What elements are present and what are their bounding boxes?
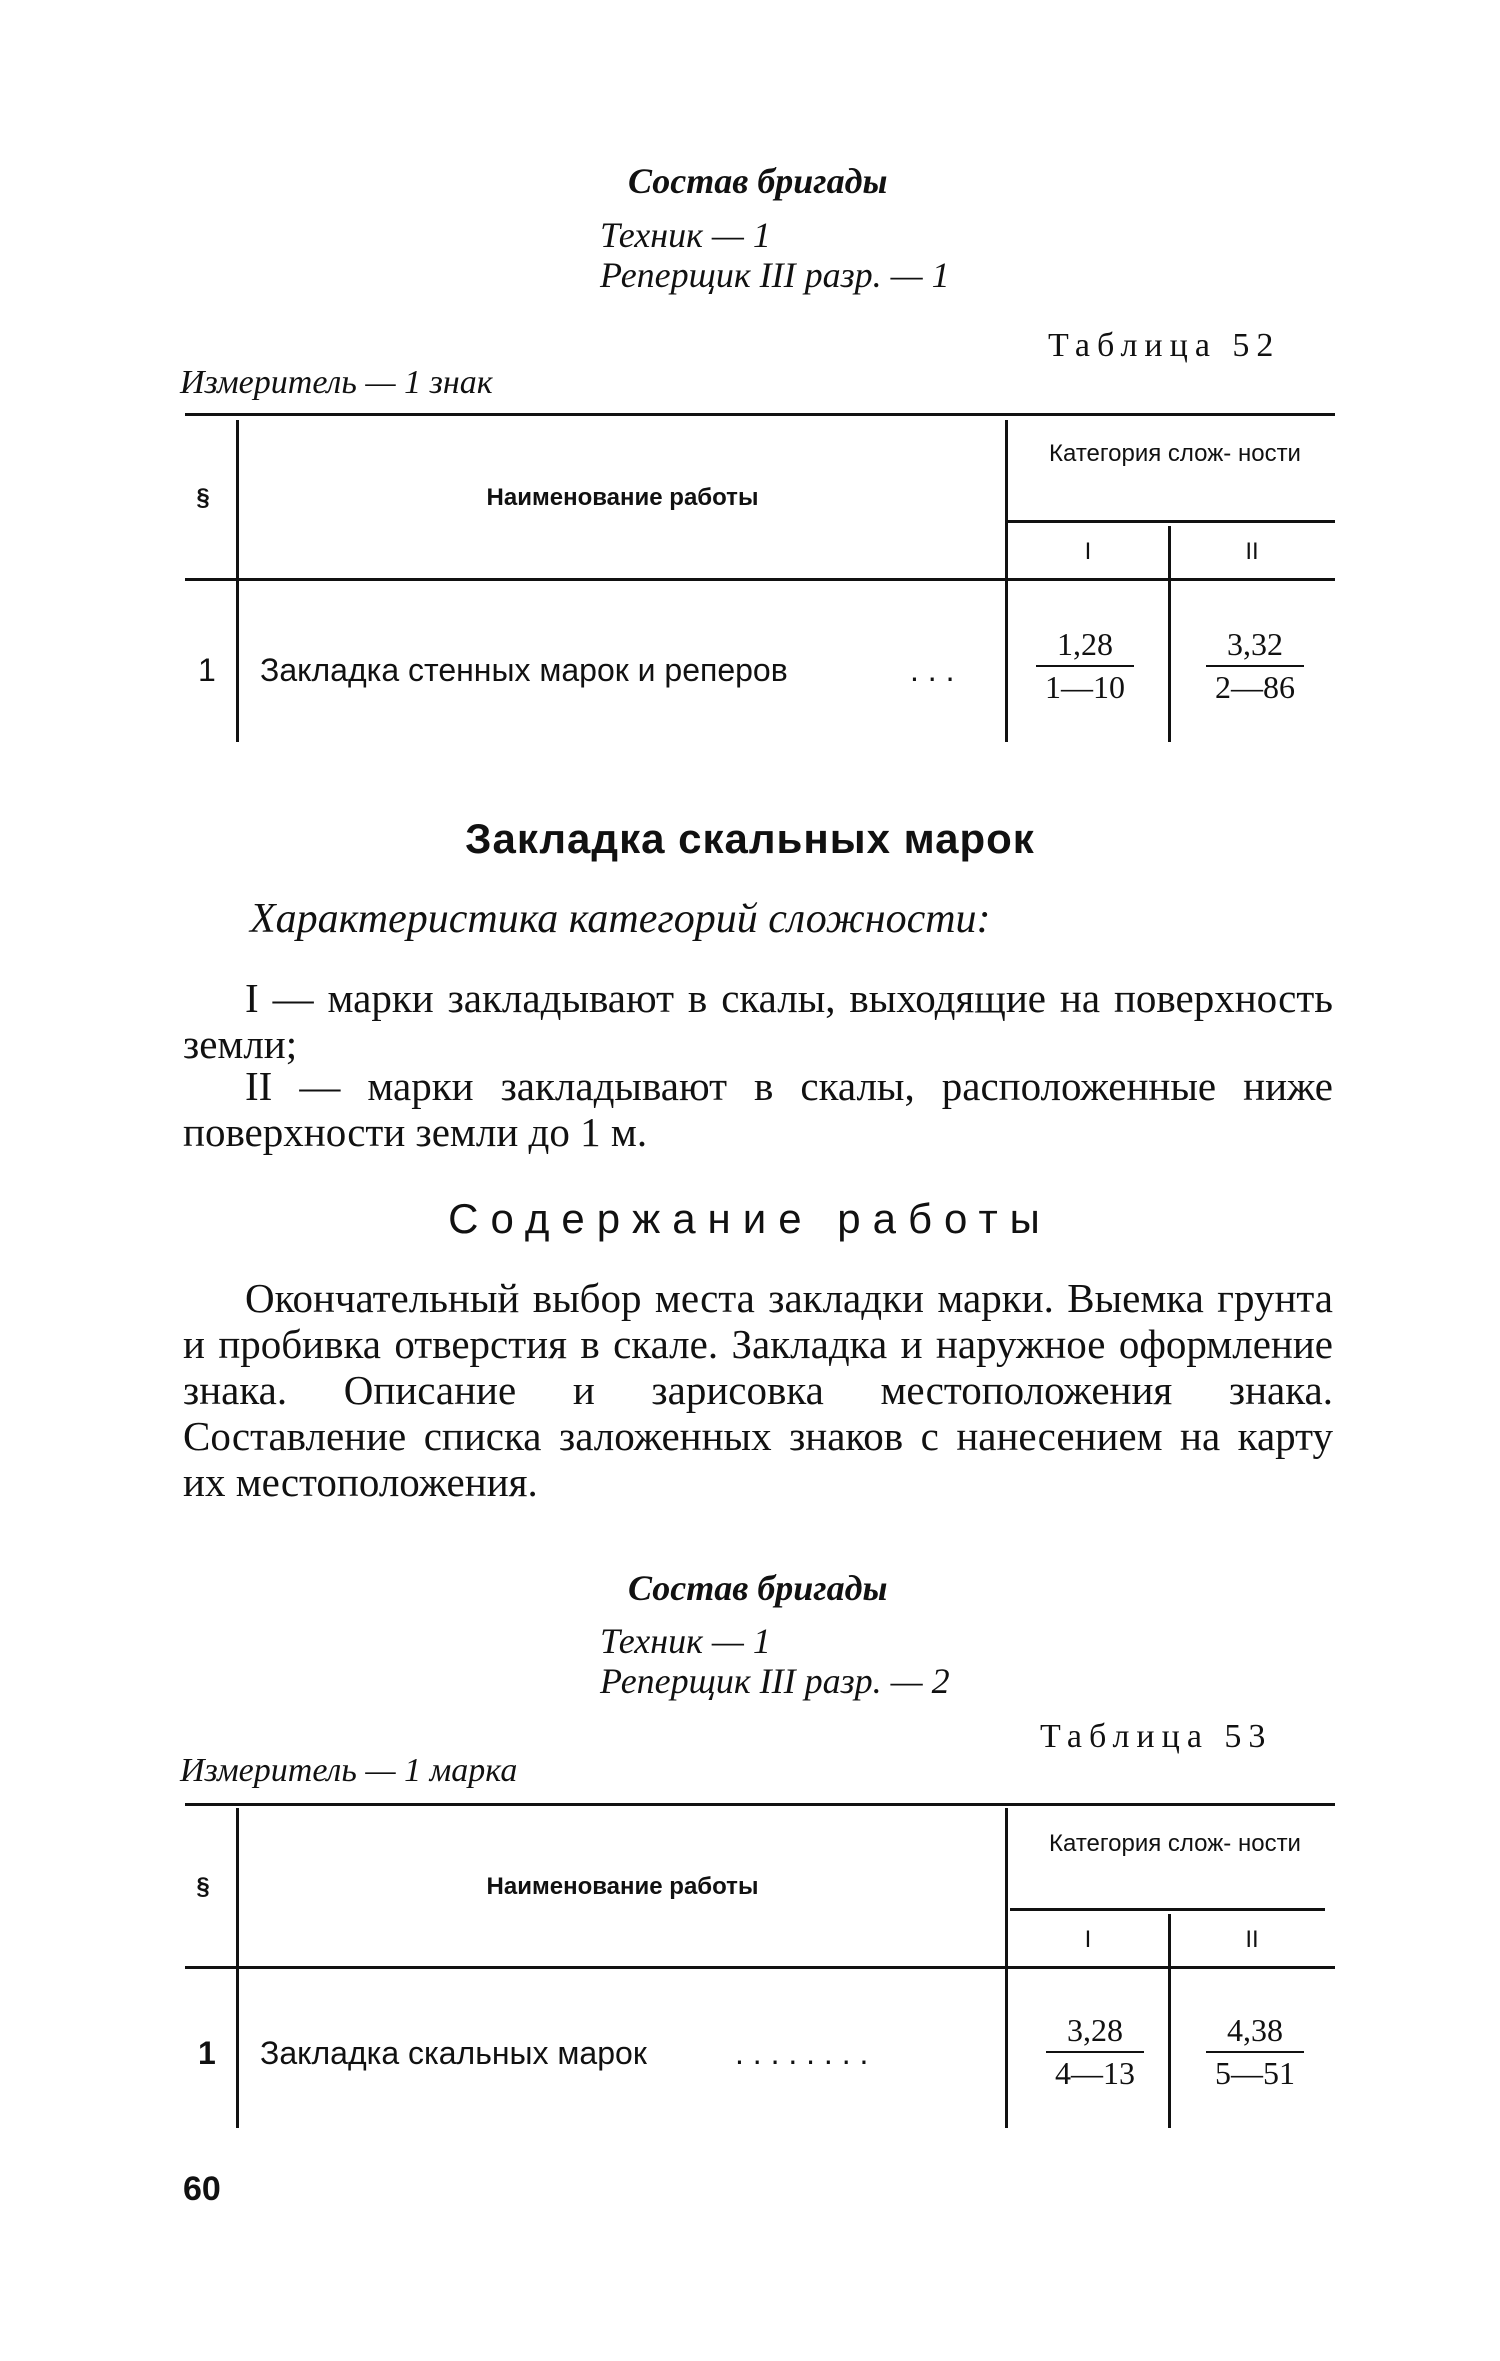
row-value-I-53: 3,28 4—13	[1040, 2012, 1150, 2092]
col-header-name: Наименование работы	[486, 484, 759, 511]
category-II: II — марки закладывают в скалы, расположенные ниже поверхности земли до 1 м.	[183, 1063, 1333, 1155]
row-value-II: 3,32 2—86	[1200, 626, 1310, 706]
page-number: 60	[183, 2170, 221, 2208]
content-heading: Содержание работы	[448, 1195, 1052, 1242]
brigade2-line-reperist: Реперщик III разр. — 2	[600, 1661, 950, 1701]
row-dots: . . .	[910, 652, 955, 688]
row-num: 1	[198, 652, 216, 688]
col-header-num: §	[196, 484, 210, 511]
brigade2-line-technician: Техник — 1	[600, 1621, 771, 1661]
table-label: Таблица 52	[1048, 327, 1281, 364]
col-header-name-53: Наименование работы	[486, 1873, 759, 1900]
brigade-heading: Состав бригады	[628, 161, 888, 201]
row-dots-53: . . . . . . . .	[735, 2035, 869, 2071]
row-name-53: Закладка скальных марок	[260, 2035, 647, 2071]
col-header-II: II	[1245, 538, 1259, 565]
categories-heading: Характеристика категорий сложности:	[250, 896, 991, 942]
col-header-num-53: §	[196, 1873, 210, 1900]
table-label-53: Таблица 53	[1040, 1718, 1273, 1755]
table-measure: Измеритель — 1 знак	[180, 364, 493, 401]
col-header-category-53: Категория слож- ности	[1049, 1830, 1301, 1857]
row-value-I: 1,28 1—10	[1030, 626, 1140, 706]
category-I: I — марки закладывают в скалы, выходящие на поверхность земли;	[183, 975, 1333, 1067]
table-measure-53: Измеритель — 1 марка	[180, 1752, 518, 1789]
row-name: Закладка стенных марок и реперов	[260, 652, 788, 688]
col-header-I: I	[1084, 538, 1092, 565]
content-paragraph: Окончательный выбор места закладки марки. Выемка грунта и пробивка отверстия в скале. Закладка и наружное оформление знака. Описание и зарисовка местоположения знака. Составление списка заложенных знаков с нанесением на карту их местоположения.	[183, 1275, 1333, 1505]
col-header-II-53: II	[1245, 1926, 1259, 1953]
col-header-I-53: I	[1084, 1926, 1092, 1953]
brigade-line-reperist: Реперщик III разр. — 1	[600, 255, 950, 295]
row-num-53: 1	[198, 2035, 216, 2071]
brigade-heading-2: Состав бригады	[628, 1568, 888, 1608]
row-value-II-53: 4,38 5—51	[1200, 2012, 1310, 2092]
brigade-line-technician: Техник — 1	[600, 215, 771, 255]
section-title: Закладка скальных марок	[465, 815, 1035, 862]
col-header-category: Категория слож- ности	[1049, 440, 1301, 467]
